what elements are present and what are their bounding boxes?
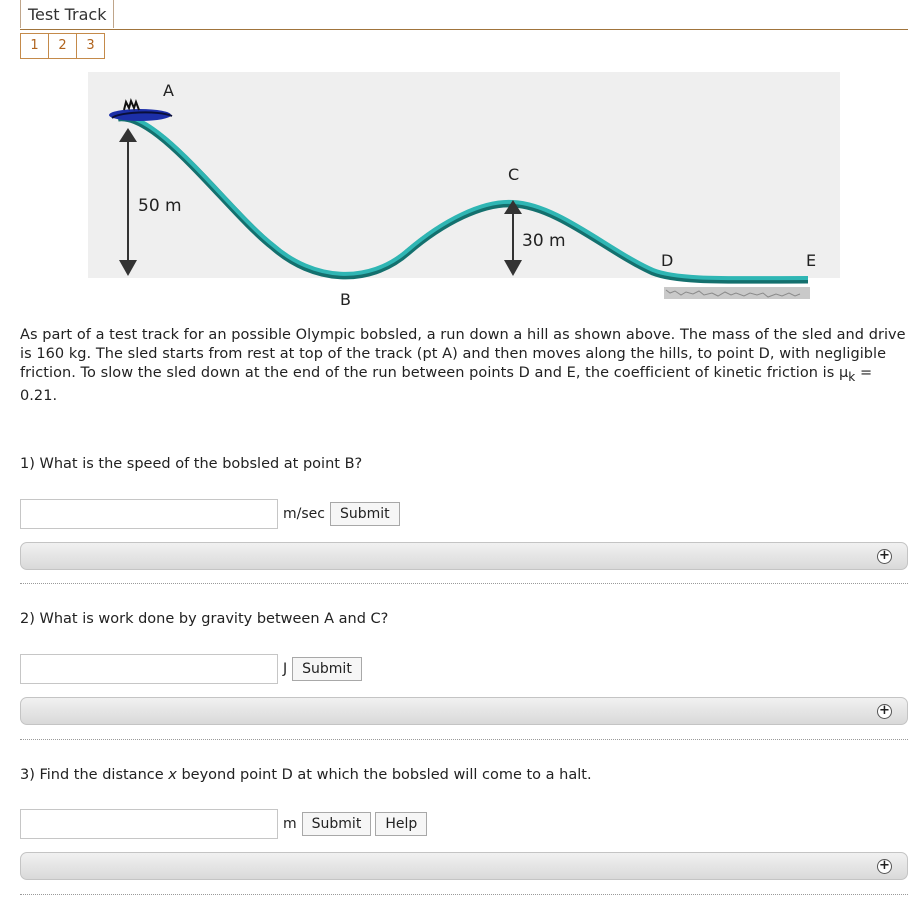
question-2-hint-bar[interactable] xyxy=(20,697,908,725)
point-c-label: C xyxy=(508,165,520,184)
question-3-unit: m xyxy=(283,816,297,832)
question-2-text: 2) What is work done by gravity between A and C? xyxy=(20,611,389,627)
question-3-answer-input[interactable] xyxy=(20,809,278,839)
question-2-submit-button[interactable]: Submit xyxy=(292,657,362,681)
question-2-answer-row xyxy=(20,654,366,684)
part-pager xyxy=(20,33,104,59)
problem-statement xyxy=(20,326,908,406)
question-3-variable: x xyxy=(168,767,177,783)
question-1-separator xyxy=(20,583,908,584)
point-d-label: D xyxy=(661,251,674,270)
plus-circle-icon[interactable]: + xyxy=(877,704,892,719)
question-2-answer-input[interactable] xyxy=(20,654,278,684)
plus-circle-icon[interactable]: + xyxy=(877,549,892,564)
point-e-label: E xyxy=(806,251,817,270)
title-divider xyxy=(20,29,908,30)
question-1-hint-bar[interactable] xyxy=(20,542,908,570)
question-3-hint-bar[interactable] xyxy=(20,852,908,880)
question-1-text: 1) What is the speed of the bobsled at point B? xyxy=(20,456,363,472)
page-tab-1[interactable]: 1 xyxy=(20,33,49,59)
question-3-text-end: beyond point D at which the bobsled will come to a halt. xyxy=(176,767,592,783)
height-a-label: 50 m xyxy=(138,196,182,216)
track-diagram xyxy=(88,72,840,306)
question-2-separator xyxy=(20,739,908,740)
question-3-separator xyxy=(20,894,908,895)
question-1-submit-button[interactable]: Submit xyxy=(330,502,400,526)
question-1-answer-row xyxy=(20,499,404,529)
page-tab-3[interactable]: 3 xyxy=(76,33,105,59)
page-tab-2[interactable]: 2 xyxy=(48,33,77,59)
question-3-submit-button[interactable]: Submit xyxy=(302,812,372,836)
question-3-help-button[interactable]: Help xyxy=(375,812,427,836)
point-b-label: B xyxy=(340,290,351,306)
question-1-answer-input[interactable] xyxy=(20,499,278,529)
page-title: Test Track xyxy=(20,0,114,28)
problem-text-end: = 0.21. xyxy=(20,365,873,404)
question-3-answer-row xyxy=(20,809,431,839)
problem-text-main: As part of a test track for an possible Olympic bobsled, a run down a hill as shown above. The mass of the sled and drive is 160 kg. The sled starts from rest at top of the track (pt A) and then moves along the hills, to point D, with negligible friction. To slow the sled down at the end of the run between points D and E, the coefficient of kinetic friction is μ xyxy=(20,327,906,381)
point-a-label: A xyxy=(163,81,174,100)
height-c-label: 30 m xyxy=(522,231,566,251)
mu-subscript: k xyxy=(848,369,856,384)
question-3-text xyxy=(20,767,592,783)
plus-circle-icon[interactable]: + xyxy=(877,859,892,874)
question-1-unit: m/sec xyxy=(283,506,325,522)
question-3-text-start: 3) Find the distance xyxy=(20,767,169,783)
question-2-unit: J xyxy=(283,661,288,677)
